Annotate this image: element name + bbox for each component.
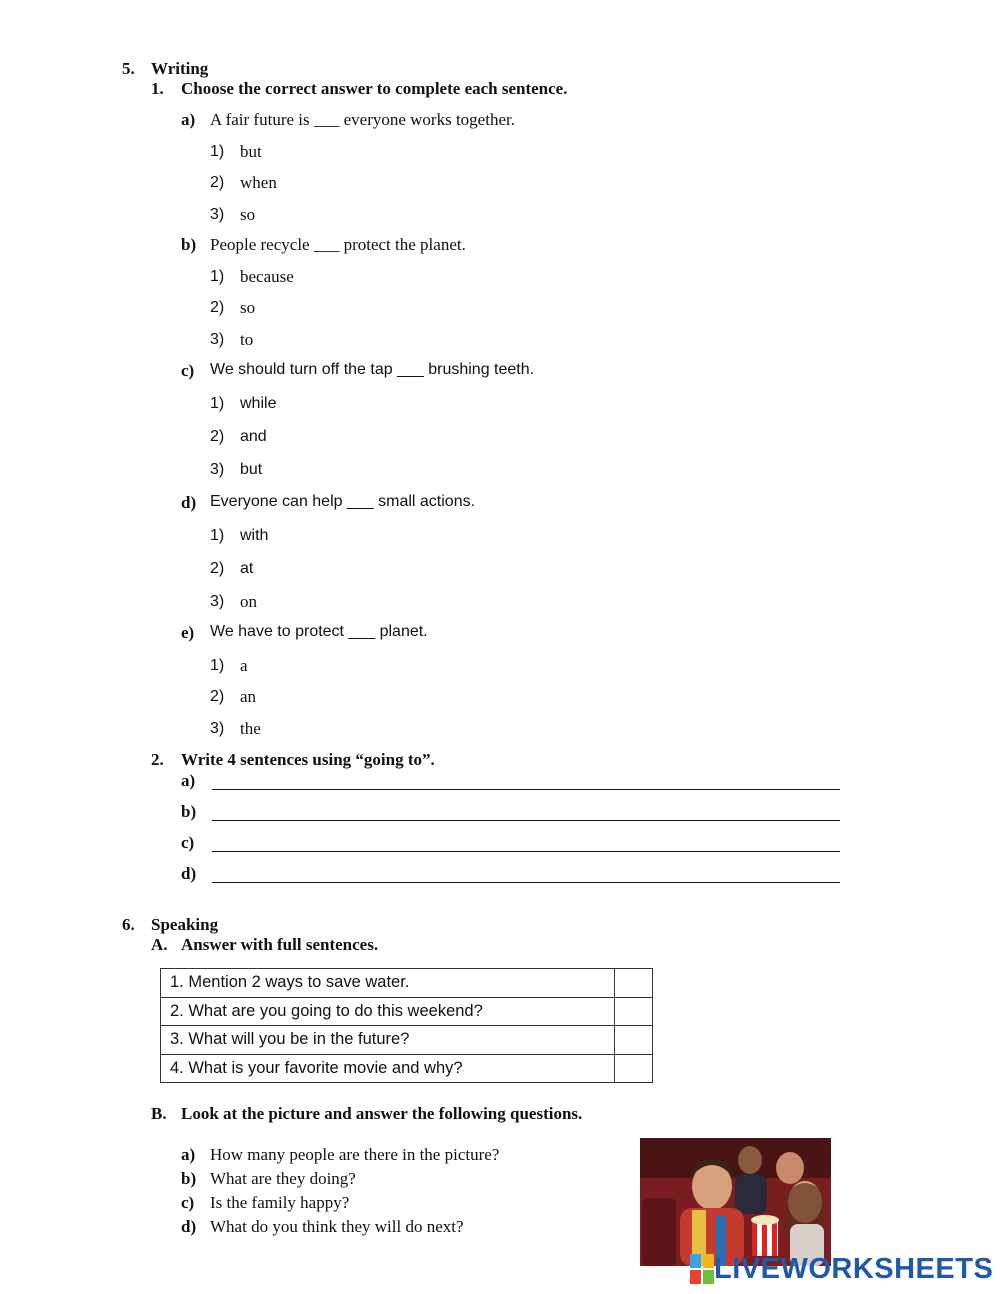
table-answer-cell[interactable] <box>615 1026 653 1055</box>
item-sentence: Everyone can help ___ small actions. <box>210 493 476 510</box>
option-number: 2) <box>210 688 225 705</box>
option-number: 3) <box>210 461 225 478</box>
option-number: 3) <box>210 593 225 610</box>
photo-illustration <box>640 1138 831 1266</box>
question-letter: c) <box>181 1193 195 1212</box>
picture-question: How many people are there in the picture? <box>210 1145 500 1164</box>
option-text[interactable]: so <box>240 205 256 224</box>
table-row <box>161 969 653 998</box>
option-text[interactable]: while <box>240 395 277 412</box>
table-row <box>161 997 653 1026</box>
logo-badge-icon <box>690 1254 714 1284</box>
option-text[interactable]: with <box>240 527 269 544</box>
part-instruction: Answer with full sentences. <box>181 935 379 954</box>
liveworksheets-logo <box>690 1252 993 1286</box>
item-letter: c) <box>181 361 195 380</box>
answer-letter: d) <box>181 864 197 883</box>
item-sentence: We have to protect ___ planet. <box>210 623 428 640</box>
option-number: 1) <box>210 268 225 285</box>
item-letter: d) <box>181 493 197 512</box>
answer-line[interactable] <box>212 789 840 790</box>
item-sentence: We should turn off the tap ___ brushing teeth. <box>210 361 535 378</box>
option-number: 2) <box>210 299 225 316</box>
question-letter: b) <box>181 1169 197 1188</box>
picture-question: What do you think they will do next? <box>210 1217 464 1236</box>
option-text[interactable]: when <box>240 173 277 192</box>
option-text[interactable]: the <box>240 719 261 738</box>
option-text[interactable]: an <box>240 687 257 706</box>
option-number: 1) <box>210 143 225 160</box>
question-letter: a) <box>181 1145 196 1164</box>
option-text[interactable]: a <box>240 656 248 675</box>
section-title: Writing <box>151 59 209 78</box>
question-number: 1. <box>151 79 164 98</box>
table-question: 3. What will you be in the future? <box>161 1026 615 1055</box>
table-question: 1. Mention 2 ways to save water. <box>161 969 615 998</box>
option-text[interactable]: at <box>240 560 254 577</box>
answer-letter: a) <box>181 771 196 790</box>
part-letter: A. <box>151 935 168 954</box>
option-number: 1) <box>210 395 225 412</box>
part-letter: B. <box>151 1104 167 1123</box>
table-answer-cell[interactable] <box>615 997 653 1026</box>
table-answer-cell[interactable] <box>615 1054 653 1083</box>
table-row <box>161 1026 653 1055</box>
question-letter: d) <box>181 1217 197 1236</box>
option-number: 3) <box>210 206 225 223</box>
table-question: 4. What is your favorite movie and why? <box>161 1054 615 1083</box>
option-text[interactable]: and <box>240 428 267 445</box>
family-cinema-photo <box>640 1138 831 1266</box>
option-number: 1) <box>210 527 225 544</box>
item-sentence: A fair future is ___ everyone works together. <box>210 110 515 129</box>
part-instruction: Look at the picture and answer the following questions. <box>181 1104 583 1123</box>
answer-letter: b) <box>181 802 197 821</box>
logo-text: LIVEWORKSHEETS <box>714 1252 994 1285</box>
speaking-table <box>160 968 653 1083</box>
option-number: 3) <box>210 331 225 348</box>
question-instruction: Write 4 sentences using “going to”. <box>181 750 435 769</box>
option-number: 2) <box>210 174 225 191</box>
question-instruction: Choose the correct answer to complete each sentence. <box>181 79 568 98</box>
option-text[interactable]: because <box>240 267 294 286</box>
picture-question: Is the family happy? <box>210 1193 350 1212</box>
section-number: 6. <box>122 915 135 934</box>
answer-line[interactable] <box>212 851 840 852</box>
item-letter: b) <box>181 235 197 254</box>
option-text[interactable]: on <box>240 592 257 611</box>
table-row <box>161 1054 653 1083</box>
item-letter: e) <box>181 623 195 642</box>
option-number: 3) <box>210 720 225 737</box>
option-number: 2) <box>210 428 225 445</box>
option-text[interactable]: but <box>240 461 263 478</box>
option-number: 1) <box>210 657 225 674</box>
answer-letter: c) <box>181 833 195 852</box>
item-letter: a) <box>181 110 196 129</box>
question-number: 2. <box>151 750 164 769</box>
item-sentence: People recycle ___ protect the planet. <box>210 235 466 254</box>
answer-line[interactable] <box>212 820 840 821</box>
option-text[interactable]: to <box>240 330 254 349</box>
table-question: 2. What are you going to do this weekend? <box>161 997 615 1026</box>
option-number: 2) <box>210 560 225 577</box>
table-answer-cell[interactable] <box>615 969 653 998</box>
section-number: 5. <box>122 59 135 78</box>
option-text[interactable]: but <box>240 142 262 161</box>
option-text[interactable]: so <box>240 298 256 317</box>
answer-line[interactable] <box>212 882 840 883</box>
picture-question: What are they doing? <box>210 1169 356 1188</box>
section-title: Speaking <box>151 915 219 934</box>
